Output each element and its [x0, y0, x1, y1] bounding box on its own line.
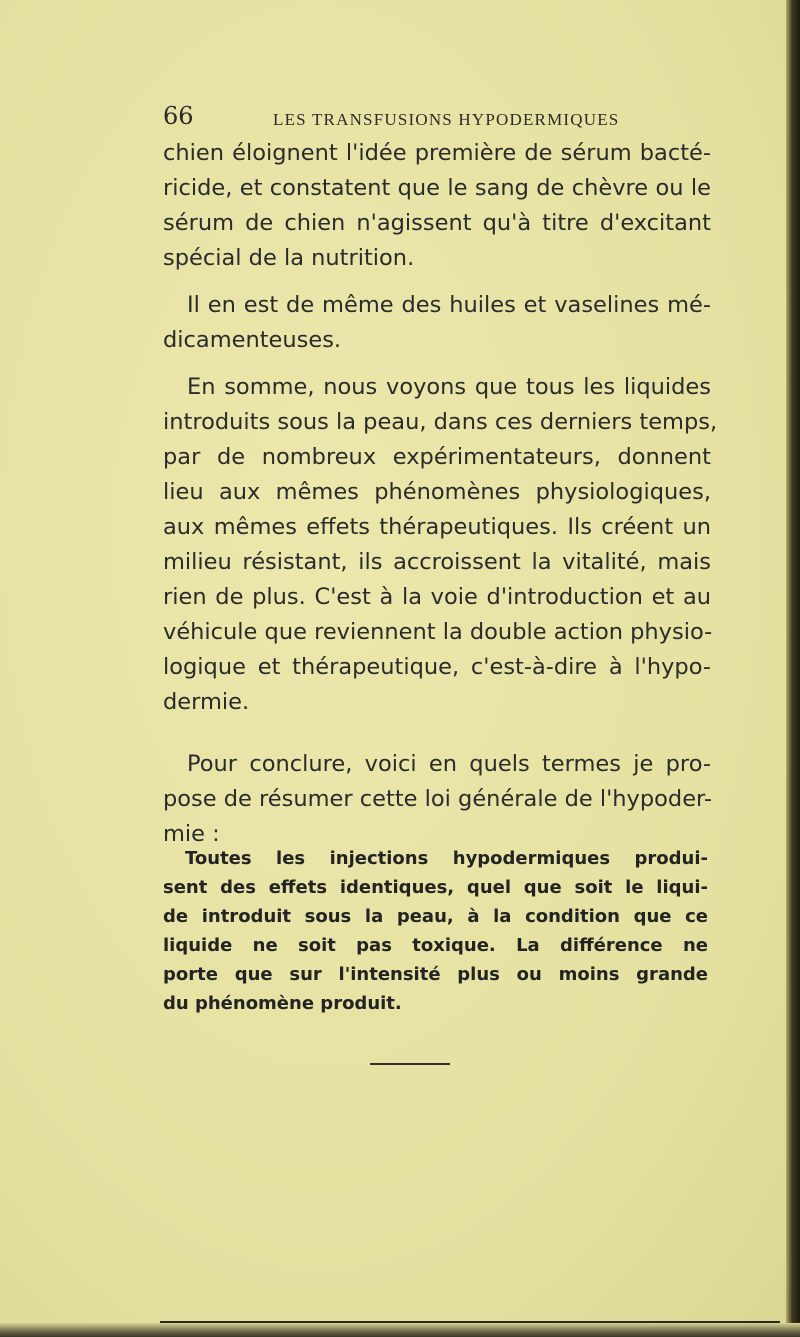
- thesis-line: du phénomène produit.: [163, 993, 402, 1014]
- paragraph-3: [163, 370, 718, 720]
- text-line: dermie.: [163, 689, 250, 715]
- page-bottom-rule: [160, 1321, 780, 1323]
- section-divider: [370, 1063, 450, 1065]
- text-line: sérum de chien n'agissent qu'à titre d'excitant: [163, 210, 711, 236]
- thesis-line: de introduit sous la peau, à la condition que ce: [163, 906, 708, 927]
- thesis-line: sent des effets identiques, quel que soit le liqui-: [163, 877, 708, 898]
- text-line: mie :: [163, 821, 220, 847]
- text-line: logique et thérapeutique, c'est-à-dire à l'hypo-: [163, 654, 711, 680]
- running-title: LES TRANSFUSIONS HYPODERMIQUES: [273, 110, 620, 129]
- thesis-line: liquide ne soit pas toxique. La différence ne: [163, 935, 708, 956]
- paragraph-4: [163, 747, 711, 852]
- text-line: rien de plus. C'est à la voie d'introduction et au: [163, 584, 711, 610]
- page-number: 66: [163, 102, 194, 130]
- text-line: milieu résistant, ils accroissent la vitalité, mais: [163, 549, 711, 575]
- page-header: [163, 102, 743, 132]
- paragraph-2: [163, 288, 711, 358]
- body-text: [163, 136, 718, 852]
- text-line: Il en est de même des huiles et vaselines mé-: [187, 292, 711, 318]
- text-line: lieu aux mêmes phénomènes physiologiques,: [163, 479, 711, 505]
- text-line: chien éloignent l'idée première de sérum bacté-: [163, 140, 711, 166]
- page-binding-edge: [786, 0, 800, 1337]
- text-line: pose de résumer cette loi générale de l'hypoder-: [163, 786, 712, 812]
- text-line: ricide, et constatent que le sang de chèvre ou le: [163, 175, 711, 201]
- text-line: véhicule que reviennent la double action physio-: [163, 619, 713, 645]
- text-line: Pour conclure, voici en quels termes je pro-: [187, 751, 711, 777]
- text-line: dicamenteuses.: [163, 327, 342, 353]
- thesis-statement: [163, 844, 708, 1018]
- text-line: par de nombreux expérimentateurs, donnent: [163, 444, 711, 470]
- thesis-line: Toutes les injections hypodermiques produi-: [185, 848, 708, 869]
- thesis-line: porte que sur l'intensité plus ou moins grande: [163, 964, 708, 985]
- page-bottom-edge: [0, 1323, 800, 1337]
- text-line: aux mêmes effets thérapeutiques. Ils créent un: [163, 514, 711, 540]
- paragraph-1: [163, 136, 711, 276]
- text-line: spécial de la nutrition.: [163, 245, 415, 271]
- text-line: introduits sous la peau, dans ces derniers temps,: [163, 409, 718, 435]
- text-line: En somme, nous voyons que tous les liquides: [187, 374, 711, 400]
